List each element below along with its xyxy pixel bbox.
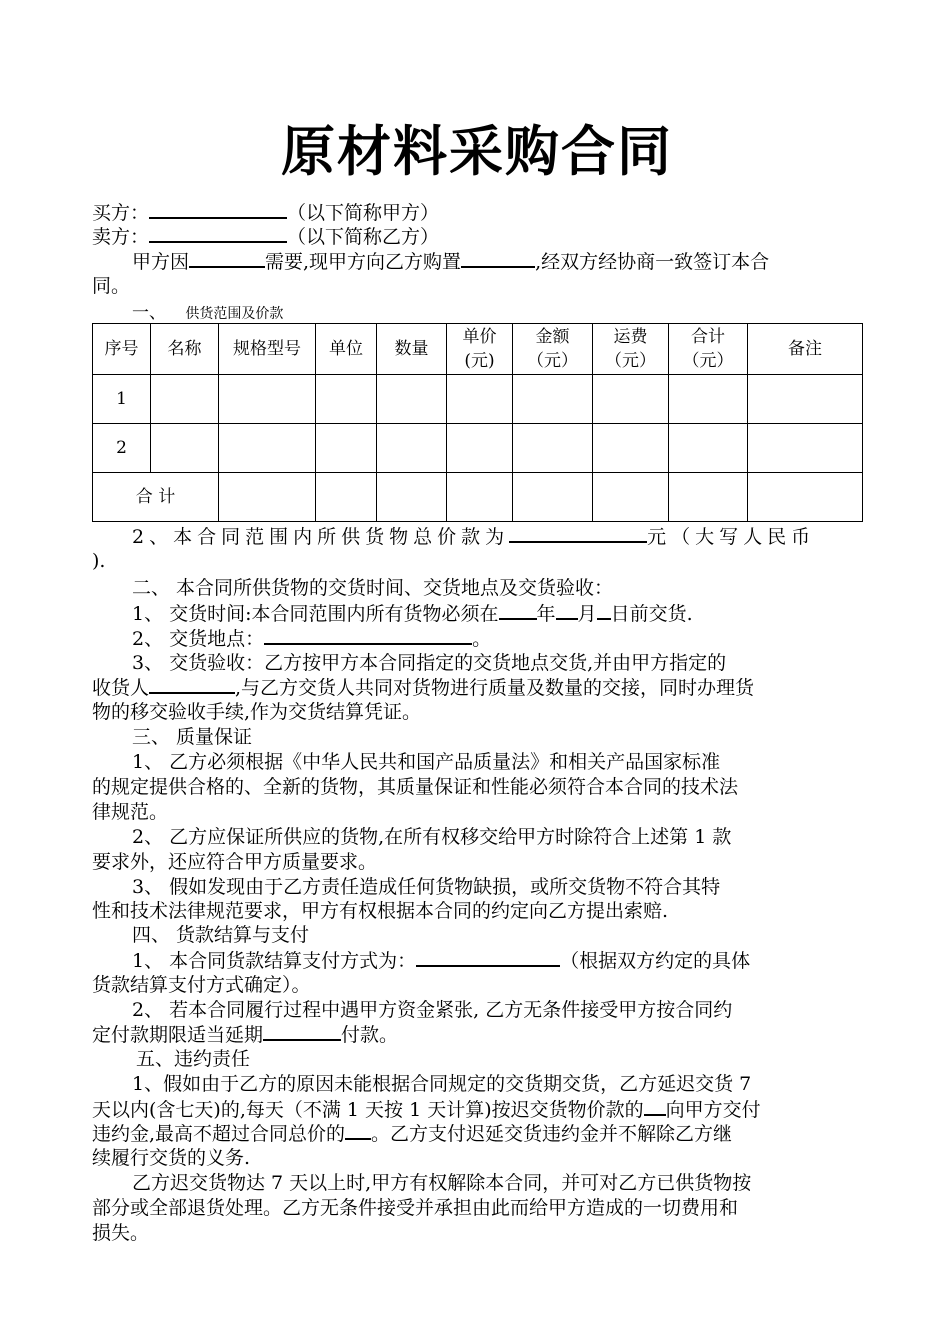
col-header: 名称 <box>151 324 219 375</box>
intro-purchase-blank[interactable] <box>461 248 535 268</box>
table-cell[interactable] <box>447 424 513 473</box>
clause-4-2-l2 <box>92 1021 862 1048</box>
buyer-line <box>92 199 862 226</box>
col-header: 合计 （元） <box>669 324 748 375</box>
table-cell[interactable] <box>669 424 748 473</box>
items-table <box>92 323 863 522</box>
clause-text: 向甲方交付 <box>665 1099 761 1121</box>
intro-text: 需要,现甲方向乙方购置 <box>265 251 462 273</box>
col-header: 单位 <box>316 324 377 375</box>
clause-4-1-l1 <box>92 947 902 974</box>
buyer-label: 买方： <box>92 202 150 224</box>
table-cell[interactable] <box>513 375 593 424</box>
intro-text: 甲方因 <box>132 251 190 273</box>
table-row <box>93 424 863 473</box>
clause-text: 付款。 <box>341 1024 399 1046</box>
col-header: 规格型号 <box>219 324 316 375</box>
table-cell[interactable] <box>593 424 669 473</box>
table-cell[interactable] <box>513 473 593 522</box>
col-header: 数量 <box>377 324 447 375</box>
table-header-row <box>93 324 863 375</box>
receiver-blank[interactable] <box>149 674 235 694</box>
clause-3-2-l2: 要求外，还应符合甲方质量要求。 <box>92 851 378 873</box>
delivery-place-blank[interactable] <box>264 625 472 645</box>
clause-text: 2、本合同范围内所供货物总价款为 <box>132 526 510 548</box>
section5-heading: 五、违约责任 <box>136 1048 251 1070</box>
intro-line <box>92 248 862 275</box>
table-cell[interactable] <box>669 473 748 522</box>
intro-text: ,经双方经协商一致签订本合 <box>535 251 770 273</box>
month-blank[interactable] <box>556 600 578 620</box>
intro-line-2: 同。 <box>92 275 131 297</box>
clause-text: 元（大写人民币 <box>647 526 816 548</box>
clause-text: 收货人 <box>92 677 150 699</box>
clause-4-1-l2: 货款结算支付方式确定）。 <box>92 974 311 996</box>
section1-num: 一、 <box>132 303 166 323</box>
clause-5-1-l3 <box>92 1120 862 1147</box>
penalty-rate-blank[interactable] <box>644 1096 666 1116</box>
extension-blank[interactable] <box>263 1021 341 1041</box>
table-cell[interactable] <box>447 375 513 424</box>
clause-text: 2、 交货地点： <box>132 628 265 650</box>
table-cell[interactable] <box>377 375 447 424</box>
clause-text: 。 <box>472 628 492 650</box>
clause-5-2-l3: 损失。 <box>92 1222 150 1244</box>
seller-note: （以下简称乙方） <box>287 226 440 248</box>
table-cell[interactable] <box>593 375 669 424</box>
table-cell[interactable] <box>748 424 863 473</box>
clause-text: 违约金,最高不超过合同总价的 <box>92 1123 346 1145</box>
table-cell[interactable] <box>748 473 863 522</box>
clause-text: 定付款期限适当延期 <box>92 1024 264 1046</box>
table-total-row <box>93 473 863 522</box>
clause-2-2 <box>92 625 902 652</box>
clause-3-2-l1: 2、 乙方应保证所供应的货物,在所有权移交给甲方时除符合上述第 1 款 <box>132 826 732 848</box>
clause-3-1-l2: 的规定提供合格的、全新的货物，其质量保证和性能必须符合本合同的技术法 <box>92 776 739 798</box>
section3-heading: 三、 质量保证 <box>132 726 253 748</box>
table-cell[interactable] <box>377 424 447 473</box>
clause-text: 。乙方支付迟延交货违约金并不解除乙方继 <box>371 1123 733 1145</box>
clause-5-2-l1: 乙方迟交货物达 7 天以上时,甲方有权解除本合同，并可对乙方已供货物按 <box>132 1172 752 1194</box>
table-cell[interactable] <box>151 424 219 473</box>
clause-2-1 <box>92 600 902 627</box>
intro-need-blank[interactable] <box>189 248 265 268</box>
clause-5-1-l2 <box>92 1096 862 1123</box>
total-label: 合 计 <box>93 473 219 522</box>
day-blank[interactable] <box>597 600 611 620</box>
table-cell[interactable] <box>316 424 377 473</box>
clause-text: 天以内(含七天)的,每天（不满 1 天按 1 天计算)按迟交货物价款的 <box>92 1099 644 1121</box>
clause-3-1-l3: 律规范。 <box>92 801 169 823</box>
clause-2-3-l2 <box>92 674 862 701</box>
contract-title: 原材料采购合同 <box>281 119 673 183</box>
table-cell[interactable] <box>377 473 447 522</box>
clause-3-3-l2: 性和技术法律规范要求，甲方有权根据本合同的约定向乙方提出索赔. <box>92 900 669 922</box>
clause-5-2-l2: 部分或全部退货处理。乙方无条件接受并承担由此而给甲方造成的一切费用和 <box>92 1197 739 1219</box>
year-blank[interactable] <box>499 600 537 620</box>
table-cell[interactable] <box>151 375 219 424</box>
table-cell[interactable] <box>219 473 316 522</box>
seller-line <box>92 223 862 250</box>
clause-text: （根据双方约定的具体 <box>560 950 751 972</box>
clause-5-1-l1: 1、假如由于乙方的原因未能根据合同规定的交货期交货，乙方延迟交货 7 <box>132 1073 752 1095</box>
table-cell[interactable] <box>219 375 316 424</box>
clause-1-2-end: ). <box>92 550 106 572</box>
col-header: 备注 <box>748 324 863 375</box>
clause-text: 年 <box>536 603 556 625</box>
seller-label: 卖方： <box>92 226 150 248</box>
table-cell[interactable] <box>447 473 513 522</box>
col-header: 单价 (元) <box>447 324 513 375</box>
clause-3-3-l1: 3、 假如发现由于乙方责任造成任何货物缺损，或所交货物不符合其特 <box>132 876 721 898</box>
row-number: 2 <box>93 424 151 473</box>
clause-text: 1、 交货时间:本合同范围内所有货物必须在 <box>132 603 499 625</box>
section1-title: 供货范围及价款 <box>185 306 284 322</box>
payment-method-blank[interactable] <box>416 947 560 967</box>
clause-3-1-l1: 1、 乙方必须根据《中华人民共和国产品质量法》和相关产品国家标准 <box>132 751 721 773</box>
max-penalty-blank[interactable] <box>345 1120 371 1140</box>
table-cell[interactable] <box>316 375 377 424</box>
section4-heading: 四、 货款结算与支付 <box>132 924 310 946</box>
table-cell[interactable] <box>669 375 748 424</box>
section2-heading: 二、 本合同所供货物的交货时间、交货地点及交货验收： <box>132 577 614 599</box>
clause-4-2-l1: 2、 若本合同履行过程中遇甲方资金紧张, 乙方无条件接受甲方按合同约 <box>132 999 733 1021</box>
table-cell[interactable] <box>593 473 669 522</box>
table-cell[interactable] <box>219 424 316 473</box>
seller-blank[interactable] <box>149 223 287 243</box>
table-cell[interactable] <box>316 473 377 522</box>
clause-2-3-l1: 3、 交货验收：乙方按甲方本合同指定的交货地点交货,并由甲方指定的 <box>132 652 727 674</box>
table-cell[interactable] <box>513 424 593 473</box>
row-number: 1 <box>93 375 151 424</box>
clause-text: ,与乙方交货人共同对货物进行质量及数量的交接，同时办理货 <box>235 677 755 699</box>
clause-5-1-l4: 续履行交货的义务. <box>92 1147 251 1169</box>
col-header: 运费 （元） <box>593 324 669 375</box>
table-row <box>93 375 863 424</box>
col-header: 金额 （元） <box>513 324 593 375</box>
clause-text: 日前交货. <box>610 603 693 625</box>
buyer-note: （以下简称甲方） <box>287 202 440 224</box>
clause-1-2 <box>92 523 862 550</box>
clause-text: 1、 本合同货款结算支付方式为： <box>132 950 417 972</box>
total-price-blank[interactable] <box>509 523 647 543</box>
col-header: 序号 <box>93 324 151 375</box>
buyer-blank[interactable] <box>149 199 287 219</box>
clause-2-3-l3: 物的移交验收手续,作为交货结算凭证。 <box>92 701 422 723</box>
table-cell[interactable] <box>748 375 863 424</box>
clause-text: 月 <box>577 603 597 625</box>
